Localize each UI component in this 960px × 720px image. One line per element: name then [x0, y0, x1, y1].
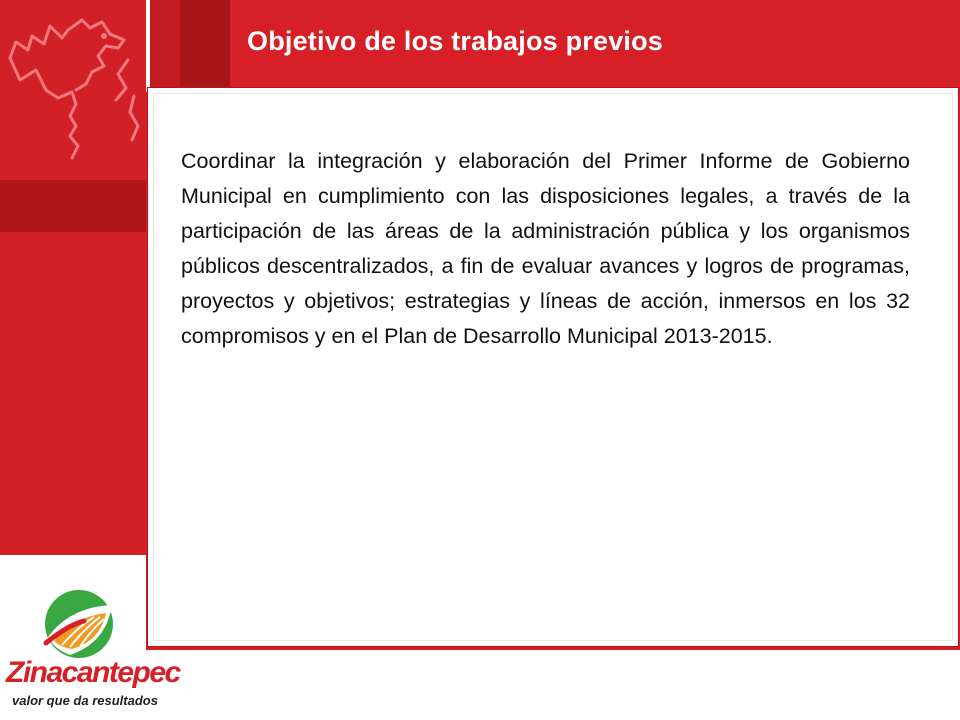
left-sidebar-accent-band — [0, 180, 146, 232]
slide-title: Objetivo de los trabajos previos — [247, 26, 664, 56]
orange-slice-logo-icon — [40, 585, 118, 663]
bat-glyph-icon — [6, 0, 144, 170]
brand-name: Zinacantepec — [6, 656, 180, 689]
header-accent-strip — [150, 0, 180, 92]
objective-paragraph: Coordinar la integración y elaboración del Primer Informe de Gobierno Municipal en cumplimiento con las disposiciones legales, a través de la participación de las áreas de la administración pública y los organismos públicos descentralizados, a fin de evaluar avances y logros de programas, proyectos y objetivos; estrategias y líneas de acción, inmersos en los 32 compromisos y en el Plan de Desarrollo Municipal 2013-2015. — [181, 149, 910, 348]
header-accent-block — [180, 0, 230, 92]
brand-tagline: valor que da resultados — [12, 693, 158, 708]
